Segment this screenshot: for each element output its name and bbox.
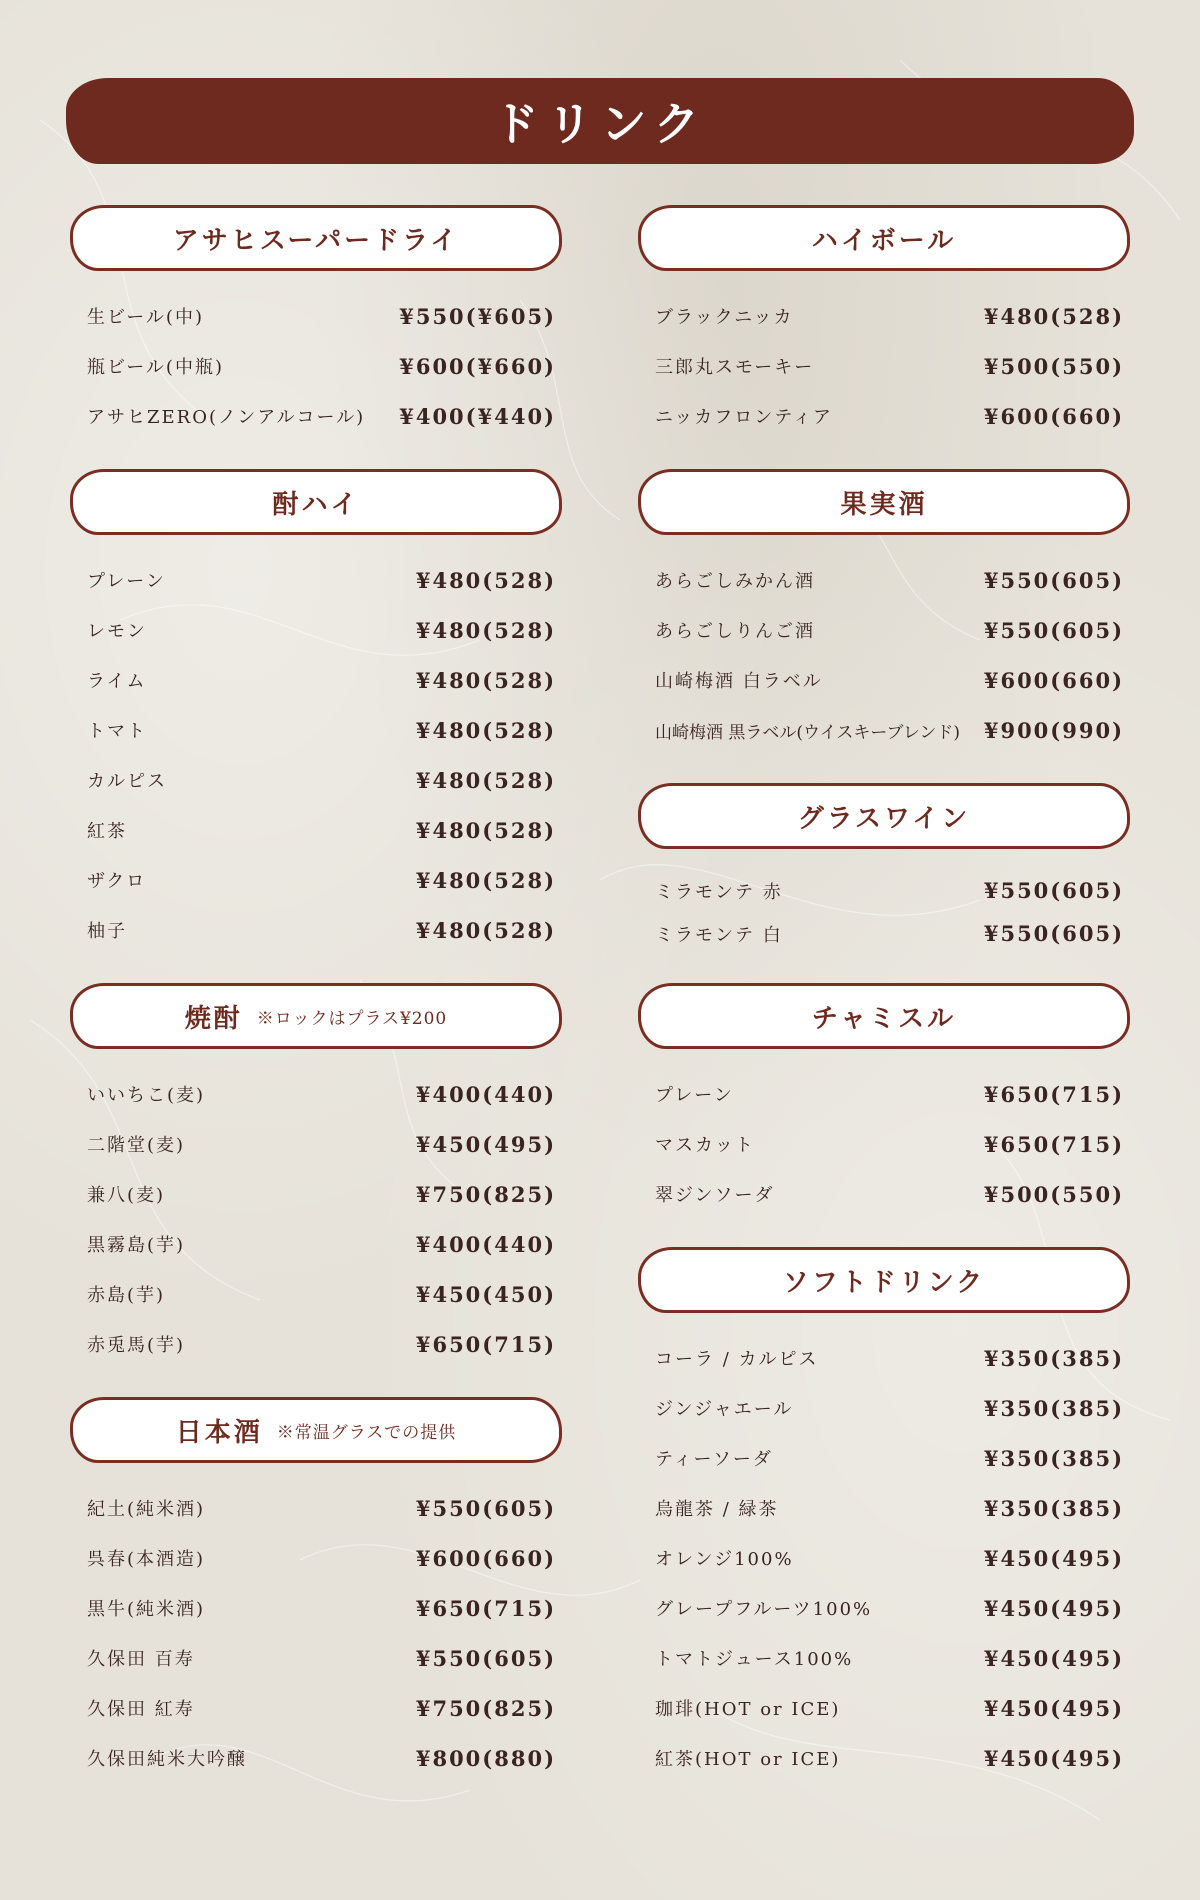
item-price: ¥480(528) (415, 717, 556, 743)
item-price: ¥400(440) (415, 1231, 556, 1257)
menu-item (638, 1169, 1134, 1219)
menu-item (70, 655, 566, 705)
page-title: ドリンク (492, 97, 708, 151)
item-name: 珈琲(HOT or ICE) (655, 1699, 841, 1720)
section-header (638, 783, 1130, 849)
item-price: ¥500(550) (983, 1181, 1124, 1207)
section-asahi (70, 205, 566, 441)
item-price: ¥480(528) (415, 767, 556, 793)
item-name: 久保田 紅寿 (87, 1699, 195, 1720)
item-price: ¥450(495) (983, 1645, 1124, 1671)
item-price: ¥350(385) (983, 1445, 1124, 1471)
menu-item (638, 291, 1134, 341)
section-glass-wine (638, 783, 1134, 955)
item-price: ¥650(715) (983, 1081, 1124, 1107)
item-price: ¥800(880) (415, 1745, 556, 1771)
item-name: 山崎梅酒 白ラベル (655, 671, 823, 692)
menu-item (70, 605, 566, 655)
section-header (70, 983, 562, 1049)
item-name: ライム (87, 671, 147, 692)
section-header (638, 983, 1130, 1049)
menu-item (638, 1383, 1134, 1433)
item-name: トマト (87, 721, 147, 742)
menu-item (70, 805, 566, 855)
item-name: グレープフルーツ100% (655, 1599, 873, 1620)
item-price: ¥480(528) (415, 617, 556, 643)
item-name: あらごしみかん酒 (655, 571, 815, 592)
item-name: 黒牛(純米酒) (87, 1599, 206, 1620)
section-header (638, 1247, 1130, 1313)
menu-item (638, 1333, 1134, 1383)
menu-item (638, 912, 1134, 955)
item-name: カルピス (87, 771, 167, 792)
menu-item (70, 1069, 566, 1119)
menu-item (638, 1533, 1134, 1583)
section-shochu (70, 983, 566, 1369)
item-name: プレーン (87, 571, 166, 592)
item-name: 三郎丸スモーキー (655, 357, 815, 378)
item-price: ¥480(528) (415, 917, 556, 943)
menu-item (638, 555, 1134, 605)
section-kajitsushu (638, 469, 1134, 755)
item-price: ¥600(660) (983, 403, 1124, 429)
item-price: ¥350(385) (983, 1495, 1124, 1521)
menu-item (638, 705, 1134, 755)
menu-item (70, 1733, 566, 1783)
menu-item (638, 1069, 1134, 1119)
item-price: ¥900(990) (983, 717, 1124, 743)
item-price: ¥450(450) (415, 1281, 556, 1307)
item-name: プレーン (655, 1085, 734, 1106)
item-name: ミラモンテ 白 (655, 924, 783, 946)
item-price: ¥550(605) (983, 921, 1124, 946)
section-note: ※常温グラスでの提供 (276, 1422, 457, 1443)
menu-item (70, 341, 566, 391)
section-title: チャミスル (811, 1003, 957, 1034)
section-title: ハイボール (811, 225, 957, 256)
item-price: ¥600(660) (983, 667, 1124, 693)
section-header (70, 205, 562, 271)
section-soft-drink (638, 1247, 1134, 1783)
menu-item (638, 1433, 1134, 1483)
item-price: ¥400(440) (415, 1081, 556, 1107)
section-title: アサヒスーパードライ (172, 225, 460, 256)
menu-item (70, 1633, 566, 1683)
item-name: 赤兎馬(芋) (87, 1335, 186, 1356)
item-price: ¥550(605) (983, 617, 1124, 643)
menu-item (70, 1583, 566, 1633)
item-name: 柚子 (87, 921, 127, 942)
section-header (70, 1397, 562, 1463)
section-title: ソフトドリンク (782, 1267, 986, 1298)
menu-item (638, 1119, 1134, 1169)
item-name: 紀土(純米酒) (87, 1499, 206, 1520)
item-name: 瓶ビール(中瓶) (87, 357, 224, 378)
item-name: 生ビール(中) (87, 307, 204, 328)
item-name: 翠ジンソーダ (655, 1185, 775, 1206)
item-price: ¥400(¥440) (399, 403, 556, 429)
section-highball (638, 205, 1134, 441)
menu-item (638, 1733, 1134, 1783)
item-price: ¥480(528) (415, 667, 556, 693)
item-name: 二階堂(麦) (87, 1135, 186, 1156)
item-price: ¥450(495) (983, 1595, 1124, 1621)
item-name: 紅茶 (87, 821, 127, 842)
menu-item (70, 1169, 566, 1219)
item-name: コーラ / カルピス (655, 1349, 819, 1370)
item-name: マスカット (655, 1135, 755, 1156)
item-price: ¥480(528) (415, 867, 556, 893)
item-price: ¥550(¥605) (399, 303, 556, 329)
item-price: ¥650(715) (415, 1595, 556, 1621)
item-name: 久保田 百寿 (87, 1649, 195, 1670)
item-price: ¥480(528) (415, 567, 556, 593)
item-name: 兼八(麦) (87, 1185, 166, 1206)
menu-item (70, 1119, 566, 1169)
item-name: 山崎梅酒 黒ラベル(ウイスキーブレンド) (655, 722, 961, 743)
item-name: 黒霧島(芋) (87, 1235, 186, 1256)
item-name: 久保田純米大吟醸 (87, 1749, 247, 1770)
section-note: ※ロックはプラス¥200 (256, 1008, 448, 1029)
menu-item (70, 755, 566, 805)
item-name: オレンジ100% (655, 1549, 794, 1570)
item-price: ¥350(385) (983, 1395, 1124, 1421)
menu-item (70, 291, 566, 341)
menu-item (638, 1683, 1134, 1733)
item-price: ¥480(528) (983, 303, 1124, 329)
menu-item (70, 905, 566, 955)
item-price: ¥750(825) (415, 1695, 556, 1721)
menu-item (70, 1683, 566, 1733)
item-price: ¥600(660) (415, 1545, 556, 1571)
item-name: ブラックニッカ (655, 307, 794, 328)
item-name: あらごしりんご酒 (655, 621, 815, 642)
item-name: 赤島(芋) (87, 1285, 166, 1306)
menu-item (70, 1533, 566, 1583)
menu-item (638, 1483, 1134, 1533)
menu-item (638, 391, 1134, 441)
item-name: ジンジャエール (655, 1399, 794, 1420)
section-title: 日本酒 (175, 1417, 263, 1448)
item-name: 烏龍茶 / 緑茶 (655, 1499, 779, 1520)
item-name: アサヒZERO(ノンアルコール) (87, 407, 366, 428)
section-title: 焼酎 (184, 1003, 243, 1034)
section-chuhai (70, 469, 566, 955)
item-price: ¥450(495) (983, 1545, 1124, 1571)
item-price: ¥550(605) (983, 878, 1124, 903)
menu-item (638, 655, 1134, 705)
menu-item (70, 1269, 566, 1319)
menu-item (70, 855, 566, 905)
section-title: グラスワイン (797, 803, 971, 834)
item-name: ティーソーダ (655, 1449, 773, 1470)
menu-item (638, 605, 1134, 655)
item-name: ニッカフロンティア (655, 407, 833, 428)
item-name: いいちこ(麦) (87, 1085, 206, 1106)
item-price: ¥650(715) (415, 1331, 556, 1357)
menu-item (638, 1633, 1134, 1683)
section-header (638, 205, 1130, 271)
menu-item (70, 705, 566, 755)
section-chamisul (638, 983, 1134, 1219)
item-price: ¥450(495) (983, 1745, 1124, 1771)
menu-item (70, 1219, 566, 1269)
menu-item (638, 869, 1134, 912)
item-price: ¥550(605) (415, 1495, 556, 1521)
menu-item (638, 1583, 1134, 1633)
menu-item (70, 1319, 566, 1369)
item-price: ¥350(385) (983, 1345, 1124, 1371)
menu-item (638, 341, 1134, 391)
section-header (70, 469, 562, 535)
item-price: ¥600(¥660) (399, 353, 556, 379)
item-name: レモン (87, 621, 147, 642)
item-price: ¥550(605) (983, 567, 1124, 593)
item-price: ¥500(550) (983, 353, 1124, 379)
menu-item (70, 391, 566, 441)
item-name: 紅茶(HOT or ICE) (655, 1749, 841, 1770)
menu-item (70, 555, 566, 605)
left-column (70, 205, 566, 1811)
item-price: ¥450(495) (983, 1695, 1124, 1721)
item-name: ザクロ (87, 871, 147, 892)
item-name: 呉春(本酒造) (87, 1549, 206, 1570)
item-name: ミラモンテ 赤 (655, 881, 783, 903)
item-price: ¥480(528) (415, 817, 556, 843)
item-price: ¥550(605) (415, 1645, 556, 1671)
section-title: 酎ハイ (272, 489, 360, 520)
right-column (638, 205, 1134, 1811)
item-name: トマトジュース100% (655, 1649, 854, 1670)
section-title: 果実酒 (840, 489, 928, 520)
menu-item (70, 1483, 566, 1533)
section-nihonshu (70, 1397, 566, 1783)
title-banner (68, 80, 1132, 162)
section-header (638, 469, 1130, 535)
item-price: ¥750(825) (415, 1181, 556, 1207)
item-price: ¥650(715) (983, 1131, 1124, 1157)
item-price: ¥450(495) (415, 1131, 556, 1157)
